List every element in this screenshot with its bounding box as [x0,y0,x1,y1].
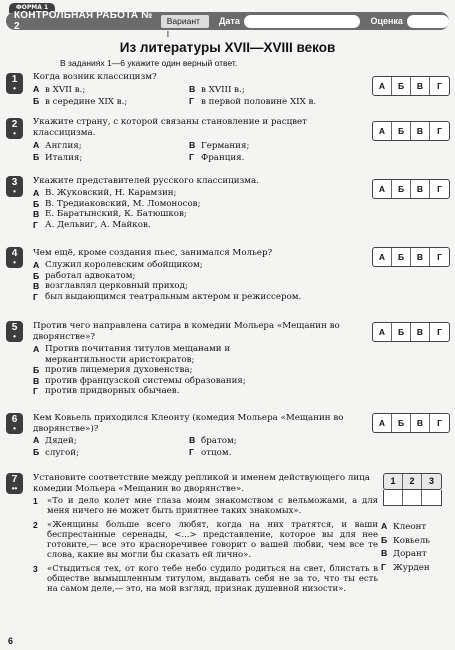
instructions: В заданиях 1—6 укажите один верный ответ. [60,58,238,68]
question-number-badge: 1 • [6,73,23,94]
question-text: Чем ещё, кроме создания пьес, занимался Мольер? [33,248,273,258]
options-grid: А Англия; В Германия; Б Италия; Г Франция. [33,140,250,163]
answer-box[interactable]: А Б В Г [372,76,450,96]
difficulty-dot-icon: • [13,129,16,138]
quote-item: 2 «Женщины больше всего любят, когда на них тратятся, и ваши беспрестанные серенады, <...> представление, которое вы для нее готовите,— все это красноречивее говорит о вашей любви, чем все те слова, какие вы могли бы сказать ей лично». [33,519,378,561]
page-title: Из литературы XVII—XVIII веков [119,40,336,55]
question-number-badge: 7 •• [6,473,23,494]
question-text: Когда возник классицизм? [33,72,157,82]
question-number-badge: 6 • [6,413,23,434]
form-label: ФОРМА 1 [9,3,55,13]
header-bar [6,10,449,39]
date-label: Дата [219,16,240,26]
quotes-list [33,496,378,598]
difficulty-dot-icon: • [13,424,16,433]
quote-item: 3 «Стыдиться тех, от кого тебе небо судило родиться на свет, блистать в обществе вымышленным титулом, выдавать себя не за то, что ты есть на самом деле,— это, на мой взгляд, признак душевной низости». [33,563,378,595]
question-text: Укажите представителей русского классицизма. [33,176,259,186]
answer-box[interactable]: А Б В Г [372,179,450,199]
grade-label: Оценка [370,16,403,26]
answer-box[interactable]: А Б В Г [372,322,450,342]
difficulty-dot-icon: • [13,187,16,196]
answer-box[interactable]: А Б В Г [372,413,450,433]
question-number-badge: 2 • [6,118,23,139]
difficulty-dot-icon: • [13,332,16,341]
question-number-badge: 4 • [6,247,23,268]
question-text: Кем Ковьель приходился Клеонту (комедия Мольера «Мещанин во дворянстве»)? [33,413,344,434]
answer-box[interactable]: А Б В Г [372,247,450,267]
page-number: 6 [8,636,14,646]
question-number-badge: 3 • [6,176,23,197]
quote-item: 1 «То и дело колет мне глаза моим знакомством с вельможами, а для меня ничего не может быть приятнее таких знакомых». [33,496,378,517]
options-grid: А Дядей; В братом; Б слугой; Г отцом. [33,435,237,458]
match-answer-box[interactable]: 1 2 3 [383,473,442,506]
variant-label: Вариант I [161,15,209,28]
difficulty-dot-icon: • [13,84,16,93]
question-text: Против чего направлена сатира в комедии Мольера «Мещанин во дворянстве»? [33,321,340,342]
characters-list: А Клеонт Б Ковьель В Дорант Г Журден [381,521,430,573]
answer-box[interactable]: А Б В Г [372,121,450,141]
options-list: А Против почитания титулов мещанами и меркантильности аристократов; Б против лицемерия духовенства; В против французской системы образования; Г против придворных обычаев. [33,344,246,396]
grade-field[interactable] [407,15,449,28]
test-title: КОНТРОЛЬНАЯ РАБОТА № 2 [14,10,153,32]
difficulty-dot-icon: •• [11,484,18,493]
question-text: Установите соответствие между репликой и именем действующего лица комедии Мольера «Мещанин во дворянстве». [33,473,370,494]
options-list: А В. Жуковский, Н. Карамзин; Б В. Тредиаковский, М. Ломоносов; В Е. Баратынский, К. Батюшков; Г А. Дельвиг, А. Майков. [33,188,201,230]
question-number-badge: 5 • [6,321,23,342]
date-field[interactable] [244,15,361,28]
question-text: Укажите страну, с которой связаны становление и расцвет классицизма. [33,117,307,138]
options-list: А Служил королевским обойщиком; Б работал адвокатом; В возглавлял церковный приход; Г был выдающимся театральным актером и режиссером. [33,260,302,302]
options-grid: А в XVII в.; В в XVIII в.; Б в середине XIX в.; Г в первой половине XIX в. [33,84,317,107]
difficulty-dot-icon: • [13,258,16,267]
